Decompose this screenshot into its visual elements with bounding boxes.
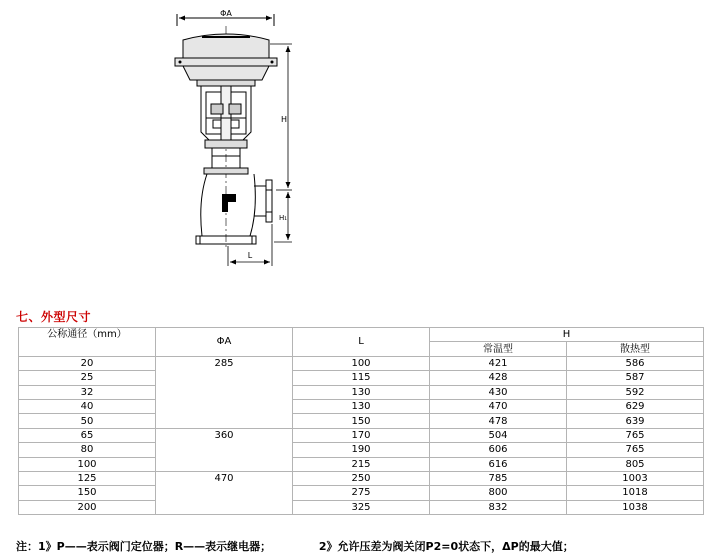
cell-h-normal: 421 (430, 356, 567, 370)
cell-phi-a: 470 (156, 471, 293, 514)
cell-phi-a: 360 (156, 428, 293, 471)
header-phi-a: ΦA (156, 328, 293, 357)
table-row (19, 371, 704, 385)
dim-l-label: L (247, 251, 253, 260)
table-row (19, 428, 704, 442)
header-nominal-diameter: 公称通径（mm） (19, 328, 156, 357)
cell-h-normal: 470 (430, 399, 567, 413)
cell-dn: 40 (19, 399, 156, 413)
cell-h-normal: 430 (430, 385, 567, 399)
cell-dn: 125 (19, 471, 156, 485)
cell-dn: 50 (19, 414, 156, 428)
notes (16, 538, 574, 554)
header-normal-type: 常温型 (430, 342, 567, 356)
dim-h1-label: H₁ (278, 214, 288, 222)
note-2: 2》允许压差为阀关闭P2=0状态下，ΔP的最大值； (318, 540, 574, 553)
cell-h-heat: 1038 (567, 500, 704, 514)
cell-dn: 100 (19, 457, 156, 471)
cell-h-normal: 428 (430, 371, 567, 385)
table-row (19, 500, 704, 514)
table-row (19, 457, 704, 471)
cell-l: 325 (293, 500, 430, 514)
cell-h-normal: 800 (430, 486, 567, 500)
header-heat-type: 散热型 (567, 342, 704, 356)
cell-l: 115 (293, 371, 430, 385)
cell-h-normal: 785 (430, 471, 567, 485)
cell-l: 215 (293, 457, 430, 471)
cell-h-heat: 629 (567, 399, 704, 413)
table-row (19, 486, 704, 500)
cell-phi-a: 285 (156, 356, 293, 428)
cell-h-normal: 606 (430, 443, 567, 457)
cell-h-heat: 765 (567, 428, 704, 442)
cell-dn: 25 (19, 371, 156, 385)
cell-h-heat: 805 (567, 457, 704, 471)
cell-l: 275 (293, 486, 430, 500)
header-l: L (293, 328, 430, 357)
cell-l: 150 (293, 414, 430, 428)
header-h: H (430, 328, 704, 342)
table-row (19, 356, 704, 370)
cell-dn: 20 (19, 356, 156, 370)
section-title: 七、外型尺寸 (16, 310, 92, 324)
cell-h-heat: 639 (567, 414, 704, 428)
cell-dn: 32 (19, 385, 156, 399)
cell-l: 250 (293, 471, 430, 485)
dim-phi-a-label: ΦA (220, 9, 232, 18)
cell-dn: 200 (19, 500, 156, 514)
cell-dn: 80 (19, 443, 156, 457)
cell-h-heat: 586 (567, 356, 704, 370)
dim-h-label: H (280, 115, 288, 124)
cell-h-normal: 832 (430, 500, 567, 514)
cell-l: 130 (293, 385, 430, 399)
dimension-table (18, 327, 704, 515)
cell-l: 170 (293, 428, 430, 442)
table-row (19, 414, 704, 428)
cell-h-heat: 592 (567, 385, 704, 399)
cell-dn: 65 (19, 428, 156, 442)
table-row (19, 385, 704, 399)
note-1: 注：1》P——表示阀门定位器；R——表示继电器； (16, 540, 272, 553)
table-header-row (19, 328, 704, 342)
cell-dn: 150 (19, 486, 156, 500)
valve-drawing (150, 0, 350, 300)
table-row (19, 471, 704, 485)
cell-h-heat: 765 (567, 443, 704, 457)
cell-h-normal: 616 (430, 457, 567, 471)
cell-h-normal: 478 (430, 414, 567, 428)
cell-h-heat: 587 (567, 371, 704, 385)
table-row (19, 443, 704, 457)
cell-h-heat: 1018 (567, 486, 704, 500)
cell-l: 190 (293, 443, 430, 457)
cell-l: 130 (293, 399, 430, 413)
cell-h-heat: 1003 (567, 471, 704, 485)
table-row (19, 399, 704, 413)
cell-h-normal: 504 (430, 428, 567, 442)
cell-l: 100 (293, 356, 430, 370)
